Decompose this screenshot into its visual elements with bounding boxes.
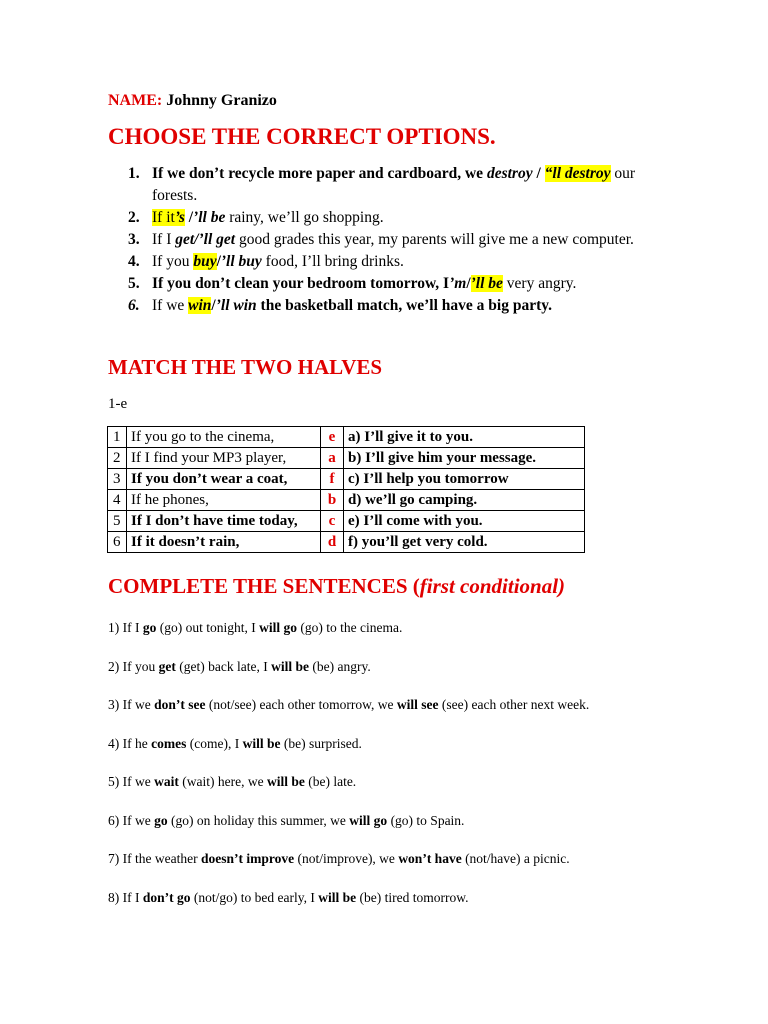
sentence-item — [108, 850, 589, 889]
first-half: If it doesn’t rain, — [127, 532, 321, 553]
item-number: 4. — [128, 253, 140, 270]
answer: will be — [271, 658, 309, 674]
sentence-item — [108, 812, 589, 851]
text: (go) on holiday this summer, we — [167, 812, 350, 828]
section1-title: CHOOSE THE CORRECT OPTIONS. — [108, 124, 496, 149]
text: (not/see) each other tomorrow, we — [205, 697, 397, 712]
item-text: very angry. — [502, 275, 577, 292]
option-b: ’ll buy — [220, 253, 262, 270]
text: (not/improve), we — [294, 851, 399, 866]
sentence-item — [108, 889, 589, 928]
sentences-list — [108, 619, 589, 927]
separator: / — [532, 165, 545, 182]
item-number: 1. — [128, 165, 140, 182]
text: 8) If I — [108, 889, 143, 905]
option-a: ’m — [449, 275, 467, 292]
name-line — [108, 92, 277, 110]
answer: go — [154, 812, 168, 828]
text: (be) surprised. — [280, 735, 362, 751]
first-half: If he phones, — [127, 490, 321, 511]
answer: wait — [154, 774, 179, 789]
section2-title: MATCH THE TWO HALVES — [108, 355, 383, 379]
answer: comes — [151, 735, 187, 751]
option-item-2 — [108, 207, 668, 229]
option-b-selected: “ll destroy — [544, 165, 611, 182]
text: (be) tired tomorrow. — [356, 889, 469, 905]
item-number: 3. — [128, 231, 140, 248]
text: (get) back late, I — [175, 658, 272, 674]
option-item-6 — [108, 295, 668, 317]
row-number: 2 — [108, 448, 127, 469]
match-answer: f — [321, 469, 344, 490]
answer: will go — [259, 620, 297, 635]
text: (not/go) to bed early, I — [190, 889, 319, 905]
option-a: destroy — [486, 165, 533, 182]
option-b: ’ll be — [193, 209, 226, 226]
answer: will be — [266, 774, 305, 789]
match-answer: e — [321, 427, 344, 448]
section3-title-main: COMPLETE THE SENTENCES ( — [108, 574, 420, 598]
table-row — [108, 490, 585, 511]
option-item-5 — [108, 273, 668, 295]
first-half: If you don’t wear a coat, — [127, 469, 321, 490]
first-half: If I don’t have time today, — [127, 511, 321, 532]
answer: get — [158, 658, 176, 674]
item-text: the basketball match, we’ll have a big party. — [256, 297, 553, 314]
options: get/’ll get — [175, 231, 236, 248]
text: 6) If we — [108, 812, 155, 828]
name-value: Johnny Granizo — [166, 92, 277, 109]
item-text: our forests. — [152, 165, 636, 204]
item-text: If we — [152, 297, 189, 314]
option-item-4 — [108, 251, 668, 273]
answer-key: 1-e — [108, 396, 128, 412]
answer: don’t go — [142, 889, 191, 905]
item-number: 2. — [128, 209, 140, 226]
text: (see) each other next week. — [438, 697, 590, 712]
section3-title-sub: first conditional) — [419, 574, 566, 598]
text: 2) If you — [108, 658, 159, 674]
answer: won’t have — [398, 851, 462, 866]
table-row — [108, 511, 585, 532]
section3-title — [108, 574, 565, 599]
second-half: c) I’ll help you tomorrow — [344, 469, 585, 490]
text: 3) If we — [108, 697, 155, 712]
answer: will be — [242, 735, 281, 751]
option-a-selected: ’s — [174, 209, 185, 226]
item-text: If you don’t clean your bedroom tomorrow, I — [152, 275, 450, 292]
item-text: If you — [152, 253, 194, 270]
item-text: food, I’ll bring drinks. — [261, 253, 404, 270]
second-half: b) I’ll give him your message. — [344, 448, 585, 469]
text: (not/have) a picnic. — [461, 851, 570, 866]
row-number: 3 — [108, 469, 127, 490]
separator: / — [216, 253, 221, 270]
match-table — [107, 426, 585, 553]
sentence-item — [108, 696, 589, 735]
answer: don’t see — [154, 697, 206, 712]
item-text: rainy, we’ll go shopping. — [225, 209, 384, 226]
item-number: 5. — [128, 275, 140, 292]
answer: go — [142, 620, 157, 635]
item-text: If it — [152, 209, 175, 226]
option-item-3 — [108, 229, 668, 251]
first-half: If I find your MP3 player, — [127, 448, 321, 469]
text: (come), I — [186, 735, 243, 751]
answer: doesn’t improve — [200, 851, 295, 866]
text: 5) If we — [108, 774, 155, 789]
separator: / — [211, 297, 216, 314]
name-label: NAME: — [108, 92, 163, 109]
text: (be) angry. — [308, 658, 371, 674]
row-number: 6 — [108, 532, 127, 553]
option-a-selected: win — [188, 297, 212, 314]
match-answer: c — [321, 511, 344, 532]
option-b: ’ll win — [215, 297, 257, 314]
answer: will be — [318, 889, 357, 905]
second-half: f) you’ll get very cold. — [344, 532, 585, 553]
text: 1) If I — [108, 620, 143, 635]
text: 7) If the weather — [108, 851, 201, 866]
text: (be) late. — [304, 774, 357, 789]
second-half: d) we’ll go camping. — [344, 490, 585, 511]
sentence-item — [108, 773, 589, 812]
table-row — [108, 469, 585, 490]
row-number: 4 — [108, 490, 127, 511]
answer: will see — [396, 697, 439, 712]
match-answer: d — [321, 532, 344, 553]
sentence-item — [108, 619, 589, 658]
options-list — [108, 163, 668, 317]
item-number: 6. — [128, 297, 140, 314]
row-number: 1 — [108, 427, 127, 448]
text: (wait) here, we — [178, 774, 267, 789]
second-half: e) I’ll come with you. — [344, 511, 585, 532]
table-row — [108, 448, 585, 469]
table-row — [108, 532, 585, 553]
match-answer: a — [321, 448, 344, 469]
second-half: a) I’ll give it to you. — [344, 427, 585, 448]
separator: / — [466, 275, 471, 292]
text: (go) to Spain. — [387, 812, 465, 828]
item-text: If we don’t recycle more paper and cardboard, we — [152, 165, 487, 182]
option-item-1 — [108, 163, 668, 207]
text: (go) out tonight, I — [156, 620, 260, 635]
option-b-selected: ’ll be — [470, 275, 503, 292]
item-text: good grades this year, my parents will give me a new computer. — [235, 231, 634, 248]
option-a-selected: buy — [193, 253, 217, 270]
text: (go) to the cinema. — [297, 620, 403, 635]
row-number: 5 — [108, 511, 127, 532]
first-half: If you go to the cinema, — [127, 427, 321, 448]
text: 4) If he — [108, 735, 152, 751]
sentence-item — [108, 735, 589, 774]
table-row — [108, 427, 585, 448]
item-text: If I — [152, 231, 176, 248]
separator: / — [184, 209, 194, 226]
answer: will go — [349, 812, 388, 828]
sentence-item — [108, 658, 589, 697]
match-answer: b — [321, 490, 344, 511]
